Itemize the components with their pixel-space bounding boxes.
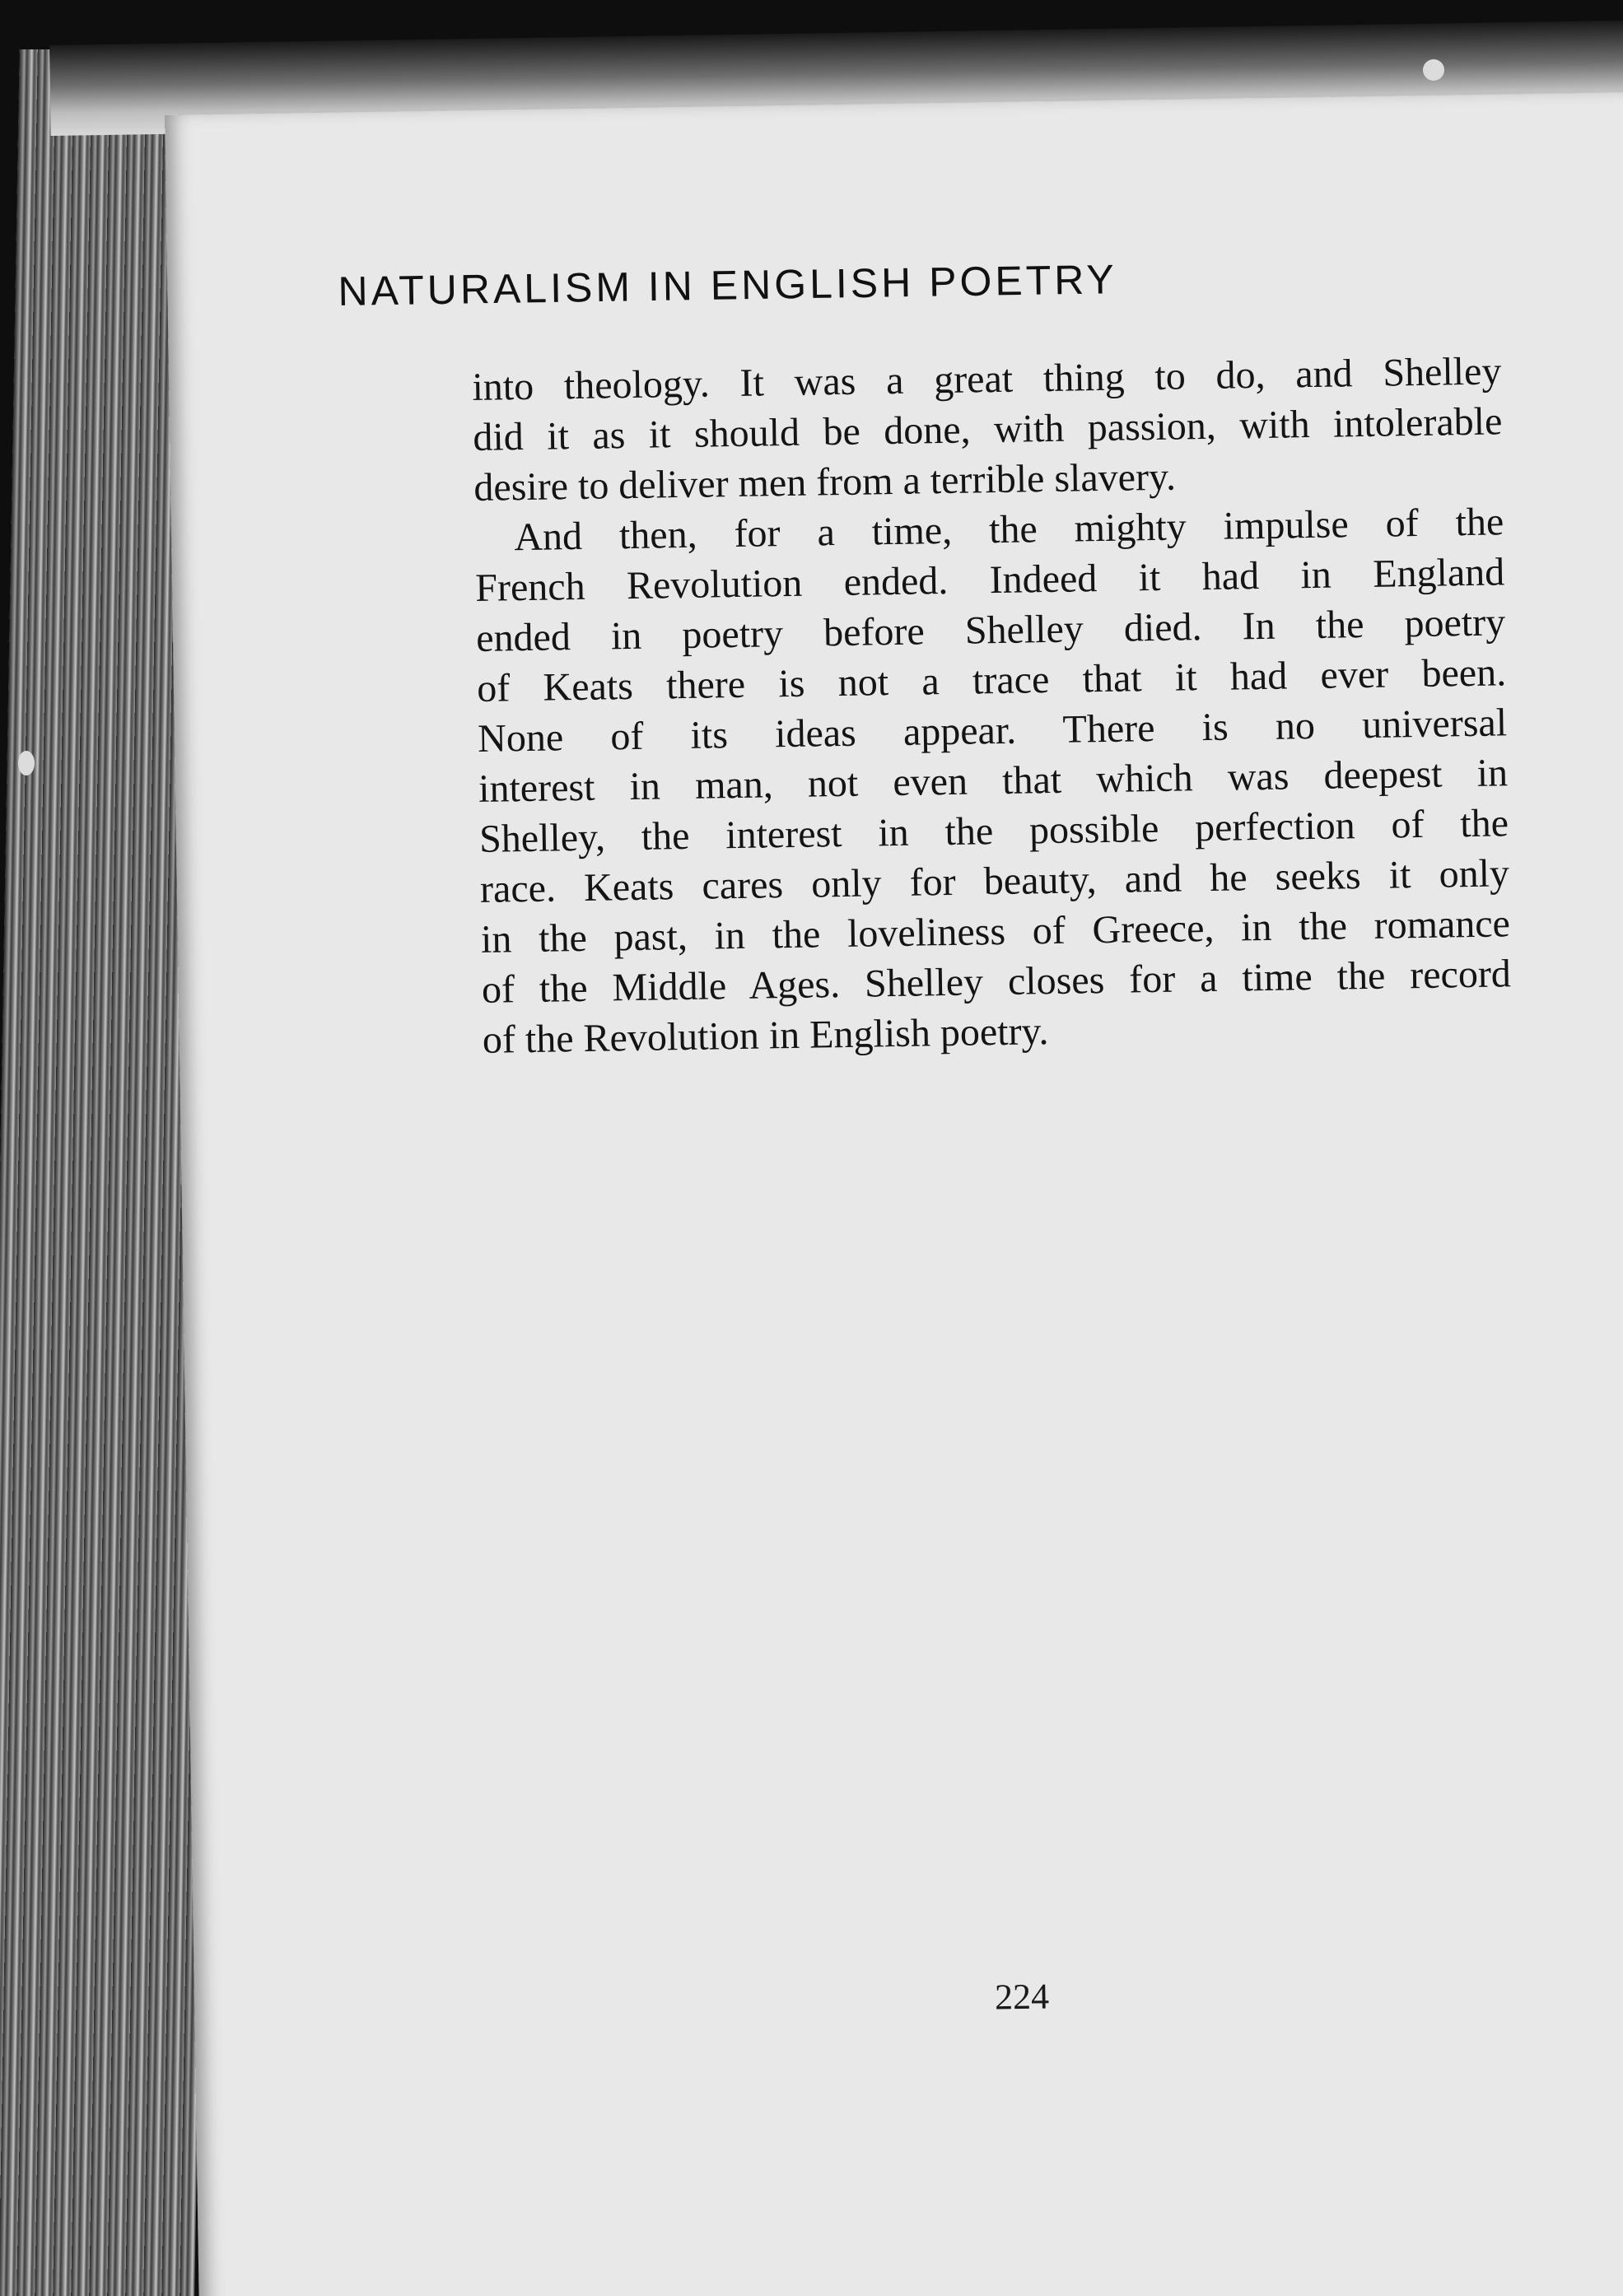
text-line: Shelley, the interest in the possible perfection of the <box>478 801 1509 861</box>
page-number: 224 <box>994 1976 1050 2018</box>
text-line: in the past, in the loveliness of Greece, in the romance <box>480 901 1511 962</box>
text-line: into theology. It was a great thing to do, and Shelley <box>472 349 1502 409</box>
text-line: race. Keats cares only for beauty, and he seeks it only <box>479 851 1510 911</box>
text-line: of the Revolution in English poetry. <box>482 1009 1049 1062</box>
dust-speck <box>1423 59 1444 81</box>
text-line: ended in poetry before Shelley died. In the poetry <box>475 600 1506 660</box>
text-line: And then, for a time, the mighty impulse of the <box>513 500 1504 560</box>
dust-speck <box>18 751 35 775</box>
text-line: did it as it should be done, with passion, with intolerable <box>473 399 1503 459</box>
running-head: NATURALISM IN ENGLISH POETRY <box>338 256 1118 314</box>
text-line: None of its ideas appear. There is no universal <box>477 701 1508 761</box>
body-text <box>472 346 1512 1065</box>
text-line: desire to deliver men from a terrible slavery. <box>473 454 1177 510</box>
text-line: of the Middle Ages. Shelley closes for a time the record <box>481 952 1512 1012</box>
text-line: interest in man, not even that which was deepest in <box>478 751 1509 811</box>
text-line: of Keats there is not a trace that it had ever been. <box>476 650 1507 710</box>
text-line: French Revolution ended. Indeed it had in England <box>474 550 1505 610</box>
